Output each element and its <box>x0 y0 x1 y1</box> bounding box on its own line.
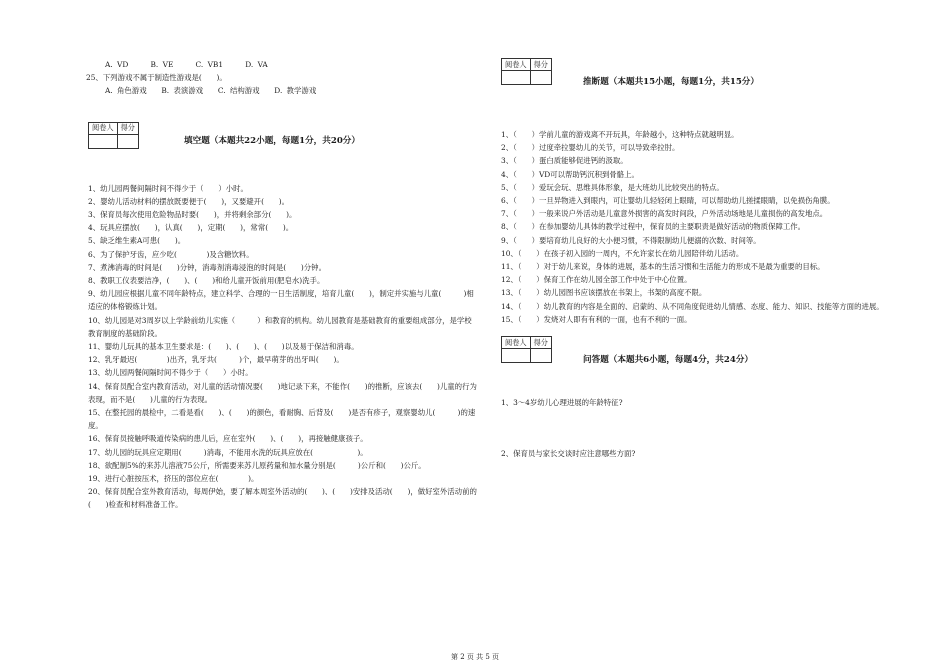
fill-item: 15、在整托园的晨检中，二看是看( )、( )的颜色，看耐胸、后背及( )是否有疹子，观察婴幼儿( )的速度。 <box>88 408 476 431</box>
score-label: 得分 <box>117 122 138 134</box>
right-column <box>501 58 901 460</box>
fill-item: 12、乳牙最迟( )出齐，乳牙共( )个，最早萌芽的出牙叫( )。 <box>88 355 344 365</box>
grader-cell <box>89 134 118 148</box>
fill-item: 7、煮沸消毒的时间是( )分钟，消毒剂消毒浸泡的时间是( )分钟。 <box>88 262 326 272</box>
qa-section-header <box>501 336 901 394</box>
judge-item: 15、（ ）发烧对人即有有利的一面，也有不利的一面。 <box>501 314 692 324</box>
score-cell <box>530 71 551 85</box>
q25-stem: 25、下列游戏不属于制造性游戏是( )。 <box>86 73 227 83</box>
page-footer: 第 2 页 共 5 页 <box>450 653 500 661</box>
fill-item: 16、保育员接触呼吸道传染病的患儿后，应在室外( )、( )，再接触健康孩子。 <box>88 434 368 444</box>
fill-item: 5、缺乏维生素A可患( )。 <box>88 236 186 246</box>
qa-section-title: 问答题（本题共6小题，每题4分，共24分） <box>583 355 754 366</box>
judge-item: 14、（ ）幼儿教育的内容是全面的、启蒙的、从不同角度促进幼儿情感、态度、能力、知识、技能等方面的进展。 <box>501 301 884 311</box>
left-column <box>88 58 478 512</box>
fill-item: 4、玩具应摆放( )，认真( )，定期( )，常常( )。 <box>88 223 294 233</box>
judge-item: 6、（ ）一旦异物进入到眼内，可让婴幼儿轻轻闭上眼睛，可以帮助幼儿搓揉眼睛，以免损伤角膜。 <box>501 196 835 206</box>
fill-item: 3、保育员每次使用危险物品时要( )，并将剩余部分( )。 <box>88 210 297 220</box>
judge-items <box>501 128 901 326</box>
judge-section-header <box>501 58 901 128</box>
fill-item: 1、幼儿园两餐间隔时间不得少于（ ）小时。 <box>88 183 248 193</box>
judge-item: 3、（ ）蛋白质能够促进钙的汲取。 <box>501 156 628 166</box>
judge-item: 7、（ ）一般来说户外活动是儿童意外损害的高发时间段，户外活动场地是儿童损伤的高发地点。 <box>501 209 828 219</box>
qa-item: 1、3～4岁幼儿心理进展的年龄特征? <box>501 398 623 408</box>
fill-item: 9、幼儿园应根据儿童不同年龄特点，建立科学、合理的一日生活制度，培育儿童( )，制定并实施与儿童( )相适应的体格锻炼计划。 <box>88 289 474 312</box>
grader-cell <box>502 71 531 85</box>
grader-label: 阅卷人 <box>89 122 118 134</box>
grader-label: 阅卷人 <box>502 59 531 71</box>
fill-item: 20、保育员配合室外教育活动，每周伊始，要了解本周室外活动的( )、( )安排及活动( )，做好室外活动前的( )检查和材料准备工作。 <box>88 487 477 510</box>
judge-section-title: 推断题（本题共15小题，每题1分，共15分） <box>583 77 759 87</box>
score-table <box>501 58 552 85</box>
judge-item: 8、（ ）在参加婴幼儿具体的教学过程中，保育员的主要职责是做好活动的物质保障工作。 <box>501 222 806 232</box>
fill-item: 13、幼儿园两餐间隔时间不得少于（ ）小时。 <box>88 368 253 378</box>
score-cell <box>117 134 138 148</box>
qa-item: 2、保育员与家长交谈时应注意哪些方面? <box>501 449 636 459</box>
score-label: 得分 <box>530 59 551 71</box>
fill-item: 8、教职工仪表要洁净，( )、( )和给儿童开饭前用(肥皂水)洗手。 <box>88 276 325 286</box>
score-label: 得分 <box>530 337 551 349</box>
grader-cell <box>502 349 531 363</box>
fill-item: 14、保育员配合室内教育活动，对儿童的活动情况要( )地记录下来，不能作( )的推断，应该去( )儿童的行为表现，而不是( )儿童的行为表现。 <box>88 381 477 404</box>
fill-item: 17、幼儿园的玩具应定期用( )消毒，不能用水洗的玩具应放在( )。 <box>88 447 368 457</box>
judge-item: 13、（ ）幼儿园图书应该摆放在书架上，书架的高度不限。 <box>501 288 707 298</box>
score-table <box>88 122 139 149</box>
judge-item: 4、（ ）VD可以帮助钙沉积到骨骼上。 <box>501 169 639 179</box>
fill-item: 19、进行心脏按压术，挤压的部位应在( )。 <box>88 474 259 484</box>
judge-item: 2、（ ）过度牵拉婴幼儿的关节，可以导致牵拉肘。 <box>501 143 680 153</box>
fill-item: 2、婴幼儿活动材料的摆放既要便于( )，又要避开( )。 <box>88 196 290 206</box>
judge-item: 11、（ ）对于幼儿来说，身体的进展，基本的生活习惯和生活能力的形成不是最为重要的目标。 <box>501 262 825 272</box>
judge-item: 10、（ ）在孩子初入园的一周内，不允许家长在幼儿园陪伴幼儿活动。 <box>501 248 744 258</box>
grader-label: 阅卷人 <box>502 337 531 349</box>
fill-section-header <box>88 122 478 180</box>
fill-item: 18、欲配制5%的来苏儿溶液75公斤，所需要来苏儿原药量和加水量分别是( )公斤和( )公斤。 <box>88 460 426 470</box>
judge-item: 5、（ ）爱玩会玩、思维具体形象，是大班幼儿比较突出的特点。 <box>501 182 724 192</box>
q25-options: A. 角色游戏 B. 表演游戏 C. 结构游戏 D. 教学游戏 <box>105 86 317 96</box>
q24-options: A. VD B. VE C. VB1 D. VA <box>105 60 268 69</box>
fill-item: 10、幼儿园是对3周岁以上学龄前幼儿实施（ ）和教育的机构。幼儿园教育是基础教育的重要组成部分，是学校教育制度的基础阶段。 <box>88 315 472 338</box>
judge-item: 9、（ ）要培育幼儿良好的大小便习惯，不得限制幼儿便溺的次数、时间等。 <box>501 235 761 245</box>
fill-item: 6、为了保护牙齿，应少吃( )及含糖饮料。 <box>88 249 254 259</box>
fill-item: 11、婴幼儿玩具的基本卫生要求是：( )、( )、( )以及易于保洁和消毒。 <box>88 342 359 352</box>
judge-item: 12、（ ）保育工作在幼儿园全部工作中处于中心位置。 <box>501 275 692 285</box>
judge-item: 1、（ ）学前儿童的游戏离不开玩具，年龄越小，这种特点就越明显。 <box>501 130 739 139</box>
score-cell <box>530 349 551 363</box>
fill-section-title: 填空题（本题共22小题，每题1分，共20分） <box>184 135 360 146</box>
fill-items <box>88 182 478 512</box>
score-table <box>501 336 552 363</box>
